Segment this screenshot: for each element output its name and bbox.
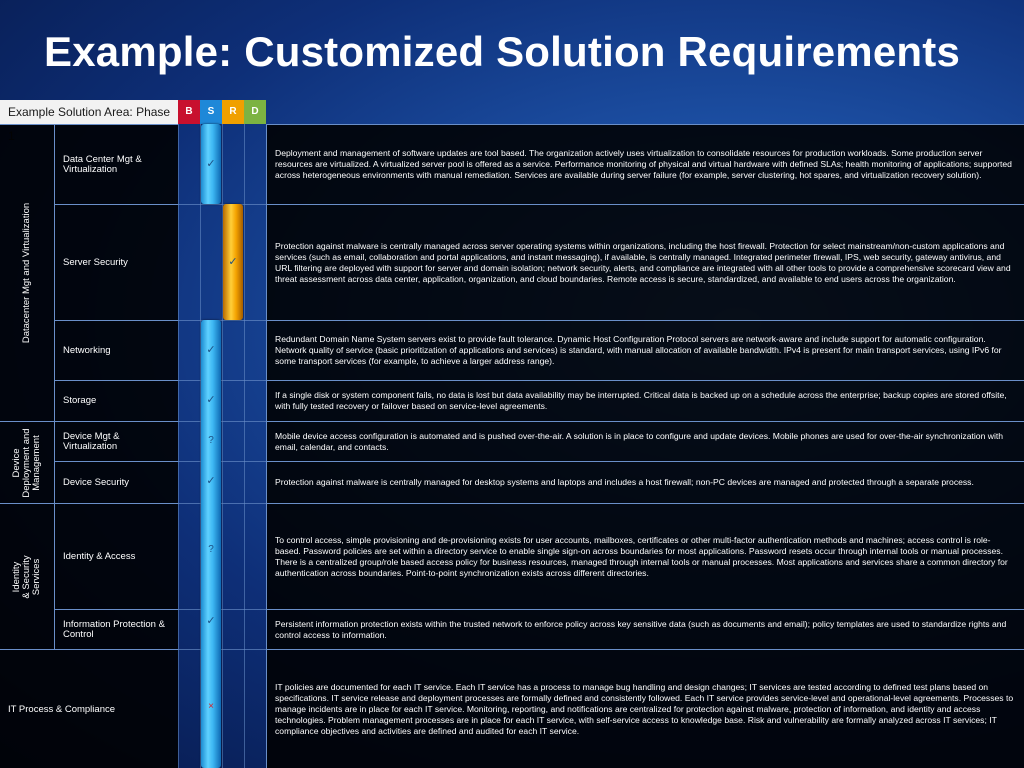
row-name: Device Mgt & Virtualization — [55, 421, 178, 461]
row-divider — [178, 421, 266, 422]
solution-area-label: Example Solution Area: Phase — [0, 100, 178, 124]
category-it-process: IT Process & Compliance — [0, 649, 178, 768]
check-icon: ✓ — [206, 615, 216, 627]
row-description: Persistent information protection exists within the trusted network to enforce policy across key sensitive data (such as documents and email); policy templates are used to standardize rights and control access to information. — [266, 609, 1024, 649]
row-name: Data Center Mgt & Virtualization — [55, 124, 178, 204]
column-divider — [178, 124, 179, 768]
row-name: Storage — [55, 380, 178, 421]
cross-icon: × — [208, 701, 214, 712]
check-icon: ✓ — [206, 394, 216, 406]
row-divider — [178, 609, 266, 610]
column-divider — [244, 124, 245, 768]
check-icon: ✓ — [206, 344, 216, 356]
row-description: If a single disk or system component fails, no data is lost but data availability may be interrupted. Critical data is backed up on a schedule across the enterprise; backup copies are stored offsite, with fully tested recovery or failover based on service-level agreements. — [266, 380, 1024, 421]
check-icon: ✓ — [228, 256, 238, 268]
question-icon: ? — [208, 544, 214, 555]
check-icon: ✓ — [206, 158, 216, 170]
row-name: Device Security — [55, 461, 178, 503]
category-identity — [0, 503, 55, 649]
category-label: Device Deployment and Management — [11, 427, 42, 498]
row-name: Networking — [55, 320, 178, 380]
row-description: Protection against malware is centrally managed across server operating systems within organizations, including the host firewall. Protection for select mainstream/non-custom applications and services (such as email, collaboration and portal applications, and instant messaging), if available, is centrally managed. Integrated perimeter firewall, IPS, web security, gateway antivirus, and URL filtering are deployed with support for server and domain isolation; network security, alerts, and compliance are integrated with all other tools to provide a comprehensive scorecard view and threat assessment across data center, application, organization, and cloud boundaries. Remote access is secure, standardized, and available to end users across the organization. — [266, 204, 1024, 320]
row-description: To control access, simple provisioning and de-provisioning exists for user accounts, mailboxes, certificates or other multi-factor authentication methods and machines; access control is role-based. Password policies are set within a directory service to enable single sign-on across boundaries for most applications. Password resets occur through internal tools or manual processes. There is a centralized group/role based access policy for business resources, managed through internal tools or manual processes. Most applications and services share a common directory for authentication across boundaries. Point-to-point synchronization exists across different directories. — [266, 503, 1024, 609]
level-b-header: B — [178, 100, 200, 124]
requirements-grid — [0, 124, 1024, 768]
row-divider — [178, 380, 266, 381]
row-description: Redundant Domain Name System servers exist to provide fault tolerance. Dynamic Host Configuration Protocol servers are network-aware and include support for automatic configuration. Network quality of service (basic prioritization of applications and services) is standard, with manual allocation of available bandwidth. IPv4 is present for main transport services, using IPv6 for some transport services (for example, to achieve a larger address range). — [266, 320, 1024, 380]
category-datacenter — [0, 124, 55, 421]
row-divider — [178, 649, 266, 650]
row-description: IT policies are documented for each IT service. Each IT service has a process to manage bug handling and design changes; IT services are tested according to defined test plans based on specifications. IT service release and deployment processes are formally defined and consistently followed. Each IT service provides service-level and operational-level agreements. Processes to manage incidents are in place for each IT service. Monitoring, reporting, and notifications are centralized for protection against malware, protection of information, and identity and access technologies. Problem management processes are in place for each IT service, with self-service access to knowledge base. Risk and vulnerability are formally analyzed across IT services; IT compliance objectives and activities are defined and audited for each IT service. — [266, 649, 1024, 768]
row-divider — [178, 461, 266, 462]
row-description: Deployment and management of software updates are tool based. The organization actively uses virtualization to consolidate resources for production workloads. Some production server resources are virtualized. A virtualized server pool is offered as a service. Performance monitoring of physical and virtual hardware with defined SLAs; health monitoring of applications; supported across heterogeneous environments with manual remediation. Services are available during server failure (for example, server clustering, hot spares, and virtualization recovery solution). — [266, 124, 1024, 204]
category-device — [0, 421, 55, 503]
row-divider — [178, 503, 266, 504]
slide-title: Example: Customized Solution Requirements — [44, 28, 960, 75]
category-label: Datacenter Mgt and Virtualization — [21, 202, 32, 344]
level-d-header: D — [244, 100, 266, 124]
row-description: Mobile device access configuration is automated and is pushed over-the-air. A solution is in place to configure and update devices. Mobile phones are used for over-the-air synchronization with email, calendar, and contacts. — [266, 421, 1024, 461]
row-name: Information Protection & Control — [55, 609, 178, 649]
row-name: Identity & Access — [55, 503, 178, 609]
row-divider — [178, 204, 266, 205]
category-label: Identity & Security Services — [11, 554, 42, 599]
row-name: Server Security — [55, 204, 178, 320]
row-description: Protection against malware is centrally managed for desktop systems and laptops and includes a host firewall; non-PC devices are managed and protected through a separate process. — [266, 461, 1024, 503]
row-divider — [178, 320, 266, 321]
level-s-header: S — [200, 100, 222, 124]
level-r-header: R — [222, 100, 244, 124]
question-icon: ? — [208, 435, 214, 446]
check-icon: ✓ — [206, 475, 216, 487]
